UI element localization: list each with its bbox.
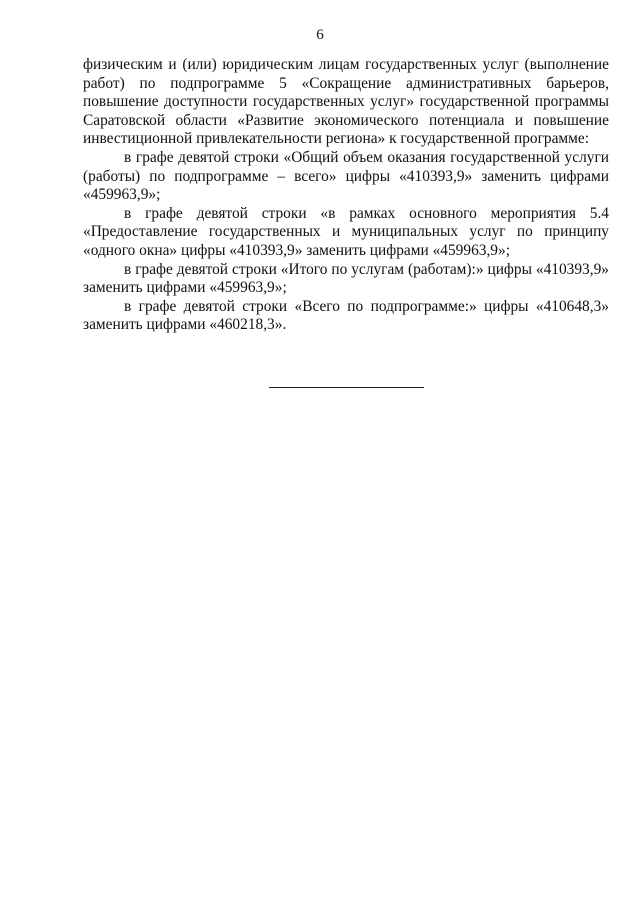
paragraph-services-total: в графе девятой строки «Итого по услугам (работам):» цифры «410393,9» заменить цифрами «459963,9»; [83,260,609,297]
end-divider [269,387,424,388]
document-body [83,56,609,335]
paragraph-total-volume: в графе девятой строки «Общий объем оказания государственной услуги (работы) по подпрограмме – всего» цифры «410393,9» заменить цифрами «459963,9»; [83,148,609,204]
paragraph-continuation: физическим и (или) юридическим лицам государственных услуг (выполнение работ) по подпрограмме 5 «Сокращение административных барьеров, повышение доступности государственных услуг» государственной программы Саратовской области «Развитие экономического потенциала и повышение инвестиционной привлекательности региона» к государственной программе: [83,56,609,148]
paragraph-subprogram-total: в графе девятой строки «Всего по подпрограмме:» цифры «410648,3» заменить цифрами «460218,3». [83,297,609,334]
paragraph-main-activity: в графе девятой строки «в рамках основного мероприятия 5.4 «Предоставление государственных и муниципальных услуг по принципу «одного окна» цифры «410393,9» заменить цифрами «459963,9»; [83,204,609,259]
page-number: 6 [316,27,324,43]
